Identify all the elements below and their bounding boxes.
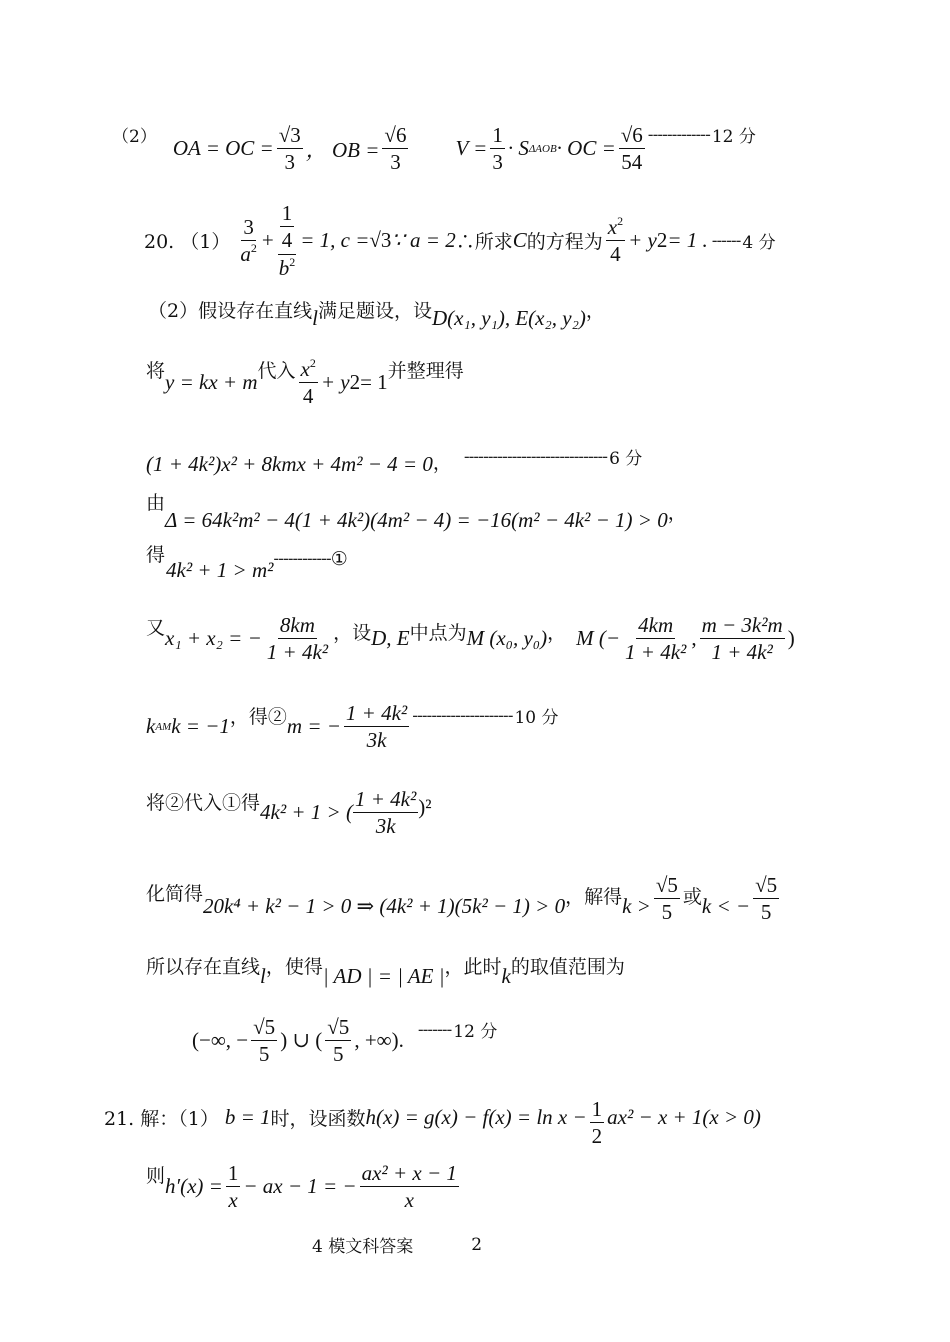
simplified-inequality: 20k⁴ + k² − 1 > 0 ⇒ (4k² + 1)(5k² − 1) > 0 <box>203 894 566 919</box>
fraction-1-3: $\frac{1}{3}$ <box>492 123 503 175</box>
midpoint-m0: M (x₀, y₀) <box>466 626 548 651</box>
quadratic-line: (1 + 4k²)x² + 8kmx + 4m² − 4 = 0 ， ------------------------------ 6 分 <box>146 436 642 477</box>
part-number: （2） <box>112 127 157 148</box>
k-greater: k > <box>622 894 651 919</box>
text-simplify: 化简得 <box>146 883 204 906</box>
part2-line <box>112 122 756 176</box>
footer-label: 4 模文科答案 <box>312 1237 414 1257</box>
h-function-rest: ax² − x + 1(x > 0) <box>607 1105 761 1130</box>
text-let: ，设 <box>333 622 372 645</box>
fraction-x2-4: $\frac{x^2}{4}$ <box>300 356 316 409</box>
fraction-8km: $\frac{8km}{\text{1 + 4k²}}$ <box>266 613 329 665</box>
ob-expr: ， OB = <box>305 137 380 162</box>
eq-expr: = 1, c = <box>300 227 370 252</box>
k-less: k < − <box>701 894 751 919</box>
range-union: ) ∪ ( <box>280 1028 323 1053</box>
score-dashes: ------ <box>711 230 741 250</box>
equal-distances: | AD | = | AE | <box>322 964 445 988</box>
text-here: ，此时 <box>444 956 502 978</box>
inequality-1: 4k² + 1 > m² <box>166 558 274 582</box>
points-de: D(x₁, y₁), E(x₂, y₂) <box>431 306 586 330</box>
footer <box>312 1232 482 1257</box>
h-derivative: h′(x) = <box>165 1174 223 1199</box>
oc-expr: · OC = <box>556 136 616 161</box>
score-label: 12 分 <box>453 1022 498 1043</box>
text-range: 的取值范围为 <box>510 956 625 978</box>
score-dashes: ------------------------------ <box>463 447 608 466</box>
text-substitute: 将 <box>146 360 166 383</box>
text-get-two: ，得② <box>229 706 287 729</box>
h-function: h(x) = g(x) − f(x) = ln x − <box>365 1105 587 1130</box>
score-label: 12 分 <box>711 127 756 148</box>
text-so: ∴所求 <box>455 230 513 253</box>
substitute-line: 将②代入①得 4k² + 1 > ( $\frac{\text{1 + 4k²}}{3k}$ )² <box>146 787 432 839</box>
fraction-m-3k2m: $\frac{\text{m − 3k²m}}{\text{1 + 4k²}}$ <box>701 613 783 665</box>
fraction-m-value: $\frac{\text{1 + 4k²}}{3k}$ <box>345 701 408 753</box>
volume-expr: V = <box>455 136 488 161</box>
q21-line <box>104 1096 761 1150</box>
text-into: 代入 <box>257 360 296 383</box>
circled-one: ① <box>330 547 348 570</box>
sqrt3-value: √3 <box>369 227 392 252</box>
m-expr: m = − <box>286 714 341 739</box>
score-dashes: ------------ <box>273 549 331 568</box>
score-label: 4 分 <box>742 232 776 253</box>
fraction-half: $\frac{1}{2}$ <box>591 1097 603 1149</box>
derivative-middle: − ax − 1 = − <box>243 1174 357 1199</box>
inequality-2: 4k² + 1 > ( <box>260 800 353 825</box>
midpoint-line: 又 x₁ + x₂ = − $\frac{8km}{\text{1 + 4k²}}$ ，设 D, E 中点为 M (x₀, y₀) ， M (− $\frac{4km}{\text{1 + 4k²}}$ , $\frac{\text{m − 3k²m}}{\text{1 + 4k²}}$ ) <box>146 613 795 665</box>
curve-c: C <box>512 227 527 252</box>
discriminant: Δ = 64k²m² − 4(1 + 4k²)(4m² − 4) = −16(m² − 4k² − 1) > 0 <box>165 508 668 532</box>
area-subscript: ΔAOB <box>528 142 557 155</box>
simplify-line <box>146 872 782 926</box>
text-assume: （2）假设存在直线 <box>148 300 313 322</box>
text-midpoint: 中点为 <box>409 622 467 645</box>
text-arrange: 并整理得 <box>387 360 464 383</box>
inequality1-expr-line <box>166 547 348 583</box>
fraction-sqrt6-3: $\frac{√6}{3}$ <box>384 123 407 175</box>
range-start: (−∞, − <box>192 1028 249 1053</box>
slope-line: k AM k = −1 ，得② m = − $\frac{\text{1 + 4k²}}{3k}$ --------------------- 10 分 <box>146 701 559 753</box>
fraction-x2-4: $\frac{x^2}{4}$ <box>607 213 624 266</box>
text-substitute-two: 将②代入①得 <box>146 792 261 815</box>
text-by: 由 <box>146 492 166 514</box>
a-value: ∵ a = 2 <box>391 227 456 252</box>
quadratic-equation: (1 + 4k²)x² + 8kmx + 4m² − 4 = 0 <box>146 452 433 476</box>
fraction-sqrt5-5: $\frac{√5}{5}$ <box>327 1015 350 1067</box>
inequality1-line <box>146 540 165 567</box>
delta-line: 由 Δ = 64k²m² − 4(1 + 4k²)(4m² − 4) = −16(m² − 4k² − 1) > 0 ， <box>146 490 687 533</box>
text-or: 或 <box>682 886 702 909</box>
midpoint-m: M (− <box>576 626 621 651</box>
sum-x: x₁ + x₂ = − <box>165 626 262 651</box>
conclusion-line: 所以存在直线 l ，使得 | AD | = | AE | ，此时 k 的取值范围为 <box>146 942 625 989</box>
fraction-1-x: $\frac{1}{x}$ <box>227 1161 239 1213</box>
text-such-that: ，使得 <box>265 956 323 978</box>
fraction-3-a2: $\frac{3}{a^2}$ <box>240 214 257 266</box>
text-define: 时，设函数 <box>270 1108 366 1131</box>
line-equation: y = kx + m <box>165 370 258 395</box>
text-solve: ，解得 <box>565 886 623 909</box>
text-satisfies: 满足题设，设 <box>317 300 432 322</box>
plus-y: + y <box>628 227 657 252</box>
q20-part1-line: 20. （1） $\frac{3}{a^2}$ + $\frac{\frac{1}{4}}{b^2}$ = 1, c = √3 ∵ a = 2 ∴所求 C 的方程为 $\frac{x^2}{4}$ + y 2 = 1 . ------ 4 分 <box>144 201 776 280</box>
score-label: 6 分 <box>609 449 643 469</box>
score-label: 10 分 <box>514 708 559 729</box>
score-dashes: --------------------- <box>412 706 513 726</box>
text-then: 则 <box>146 1165 166 1188</box>
page-number: 2 <box>471 1234 483 1255</box>
fraction-derivative: $\frac{\text{ax² + x − 1}}{x}$ <box>361 1161 457 1213</box>
question-number: 20. （1） <box>144 230 231 253</box>
range-line: (−∞, − $\frac{√5}{5}$ ) ∪ ( $\frac{√5}{5}$ , +∞) . ------- 12 分 <box>192 1015 498 1067</box>
text-equation-is: 的方程为 <box>526 230 603 253</box>
oa-oc-expr: OA = OC = <box>172 136 274 161</box>
b-value: b = 1 <box>224 1105 271 1130</box>
fraction-quarter-b2: $\frac{\frac{1}{4}}{b^2}$ <box>278 201 296 280</box>
score-dashes: ------- <box>417 1020 452 1040</box>
text-also: 又 <box>146 617 166 640</box>
question-number: 21. 解：（1） <box>104 1108 219 1131</box>
slope-k: k <box>146 714 156 739</box>
line-l: l <box>312 306 318 330</box>
text-exists: 所以存在直线 <box>146 956 261 978</box>
slope-product: k = −1 <box>171 714 230 739</box>
fraction-sqrt5-5: $\frac{√5}{5}$ <box>655 873 678 925</box>
text-get: 得 <box>146 544 166 566</box>
fraction-sqrt6-54: $\frac{√6}{54}$ <box>620 123 643 175</box>
fraction-sqrt5-5: $\frac{√5}{5}$ <box>253 1015 276 1067</box>
derivative-line <box>146 1160 462 1214</box>
fraction-paren: $\frac{\text{1 + 4k²}}{3k}$ <box>354 787 417 839</box>
q20-substitute-line: 将 y = kx + m 代入 $\frac{x^2}{4}$ + y 2 = 1 并整理得 <box>146 356 464 409</box>
fraction-4km: $\frac{4km}{\text{1 + 4k²}}$ <box>625 613 687 665</box>
q20-part2-line: （2）假设存在直线 l 满足题设，设 D(x₁, y₁), E(x₂, y₂) ， <box>148 288 605 331</box>
range-end: , +∞) <box>354 1028 399 1053</box>
fraction-sqrt5-5: $\frac{√5}{5}$ <box>755 873 778 925</box>
points-de-short: D, E <box>371 626 410 651</box>
area-symbol: · S <box>507 136 529 161</box>
fraction-sqrt3-3: $\frac{√3}{3}$ <box>278 123 301 175</box>
score-dashes: ------------- <box>647 125 710 145</box>
eq-one: = 1 . <box>667 227 708 252</box>
